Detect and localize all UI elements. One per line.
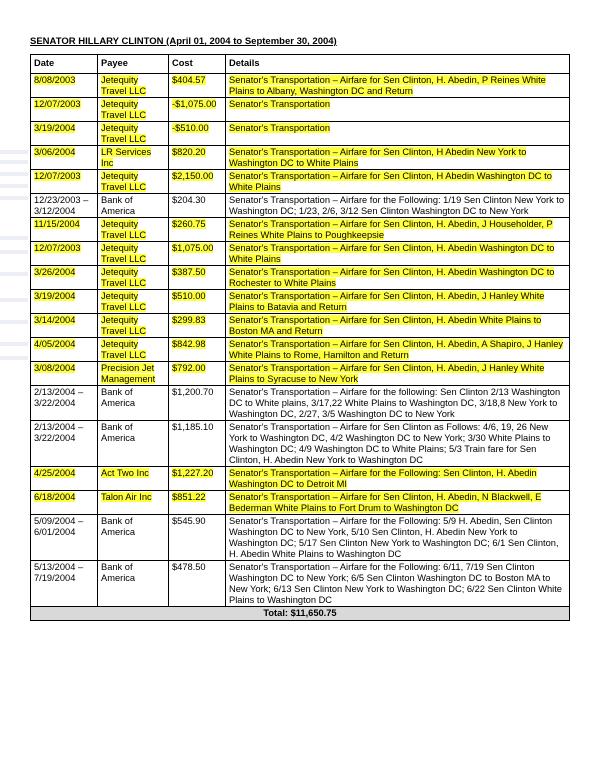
table-row [31, 362, 570, 386]
cell-date [31, 491, 98, 515]
total-value: Total: $11,650.75 [31, 607, 570, 621]
cell-details [226, 561, 570, 607]
cell-payee [98, 242, 169, 266]
cell-payee-text: Talon Air Inc [101, 492, 152, 502]
cell-cost [169, 561, 226, 607]
cell-details [226, 74, 570, 98]
cell-cost-text: $842.98 [172, 339, 206, 349]
cell-cost-text: $260.75 [172, 219, 206, 229]
cell-payee [98, 290, 169, 314]
cell-payee-text: Jetequity Travel LLC [101, 291, 147, 312]
cell-payee [98, 515, 169, 561]
cell-details-text: Senator's Transportation – Airfare for the Following: 1/19 Sen Clinton New York to Washington DC; 1/23, 2/6, 3/12 Sen Clinton Washington DC to New York [229, 195, 565, 216]
cell-details-text: Senator's Transportation – Airfare for Sen Clinton, H. Abedin Washington DC to Rochester to White Plains [229, 267, 555, 288]
cell-payee [98, 362, 169, 386]
cell-cost [169, 338, 226, 362]
cell-date [31, 122, 98, 146]
cell-date [31, 362, 98, 386]
cell-details-text: Senator's Transportation – Airfare for Sen Clinton, H. Abedin White Plains to Boston MA and Return [229, 315, 542, 336]
table-row [31, 338, 570, 362]
cell-details-text: Senator's Transportation [229, 99, 330, 109]
table-row [31, 122, 570, 146]
cell-date-text: 4/25/2004 [34, 468, 76, 478]
cell-date-text: 5/13/2004 – 7/19/2004 [34, 562, 84, 583]
cell-date-text: 3/06/2004 [34, 147, 76, 157]
cell-details [226, 242, 570, 266]
cell-date-text: 3/19/2004 [34, 291, 76, 301]
cell-cost-text: $510.00 [172, 291, 206, 301]
cell-details [226, 266, 570, 290]
cell-date [31, 338, 98, 362]
cell-payee-text: Act Two Inc [101, 468, 149, 478]
table-row [31, 561, 570, 607]
cell-details [226, 122, 570, 146]
cell-date [31, 170, 98, 194]
cell-payee-text: Jetequity Travel LLC [101, 219, 147, 240]
cell-date [31, 74, 98, 98]
cell-payee [98, 491, 169, 515]
cell-details-text: Senator's Transportation – Airfare for the Following: 5/9 H. Abedin, Sen Clinton Washington DC to New York, 5/10 Sen Clinton, H. Abedin New York to Washington DC; 5/17 Sen Clinton New York to Washington DC; 6/1 Sen Clinton, H. Abedin White Plains to Washington DC [229, 516, 559, 559]
cell-cost [169, 491, 226, 515]
cell-cost-text: $792.00 [172, 363, 206, 373]
table-row [31, 467, 570, 491]
cell-date [31, 146, 98, 170]
cell-details-text: Senator's Transportation – Airfare for Sen Clinton, H. Abedin, J Hanley White Plains to Syracuse to New York [229, 363, 545, 384]
cell-details-text: Senator's Transportation – Airfare for the Following: Sen Clinton, H. Abedin Washington DC to Detroit MI [229, 468, 537, 489]
cell-payee-text: Bank of America [101, 516, 136, 537]
cell-cost-text: $1,185.10 [172, 422, 214, 432]
table-row [31, 314, 570, 338]
cell-cost-text: $1,200.70 [172, 387, 214, 397]
cell-details [226, 98, 570, 122]
page-title: SENATOR HILLARY CLINTON (April 01, 2004 to September 30, 2004) [30, 36, 337, 47]
cell-date-text: 11/15/2004 [34, 219, 80, 229]
cell-details [226, 218, 570, 242]
table-body [31, 74, 570, 607]
table-row [31, 515, 570, 561]
cell-details-text: Senator's Transportation – Airfare for Sen Clinton, H Abedin Washington DC to White Plains [229, 171, 552, 192]
cell-payee [98, 421, 169, 467]
table-row [31, 386, 570, 421]
expense-table [30, 54, 570, 621]
cell-date-text: 12/07/2003 [34, 243, 81, 253]
header-cost: Cost [169, 55, 226, 74]
cell-details-text: Senator's Transportation – Airfare for Sen Clinton, H. Abedin, A Shapiro, J Hanley White Plains to Rome, Hamilton and Return [229, 339, 564, 360]
cell-date-text: 8/08/2003 [34, 75, 76, 85]
cell-details [226, 314, 570, 338]
cell-details [226, 386, 570, 421]
cell-cost [169, 74, 226, 98]
cell-date-text: 12/07/2003 [34, 99, 81, 109]
cell-details-text: Senator's Transportation – Airfare for Sen Clinton, H. Abedin, J Householder, P Reines White Plains to Poughkeepsie [229, 219, 553, 240]
cell-payee-text: LR Services Inc [101, 147, 152, 168]
cell-payee [98, 218, 169, 242]
cell-cost-text: $1,227.20 [172, 468, 214, 478]
cell-date [31, 194, 98, 218]
cell-cost [169, 122, 226, 146]
cell-cost [169, 467, 226, 491]
table-row [31, 218, 570, 242]
cell-payee [98, 74, 169, 98]
cell-payee-text: Jetequity Travel LLC [101, 171, 147, 192]
cell-details [226, 491, 570, 515]
cell-details-text: Senator's Transportation – Airfare for Sen Clinton, H. Abedin, J Hanley White Plains to Batavia and Return [229, 291, 545, 312]
cell-payee-text: Jetequity Travel LLC [101, 99, 147, 120]
cell-payee [98, 122, 169, 146]
cell-details [226, 146, 570, 170]
cell-payee-text: Jetequity Travel LLC [101, 267, 147, 288]
cell-date-text: 3/26/2004 [34, 267, 76, 277]
cell-details [226, 338, 570, 362]
cell-payee-text: Jetequity Travel LLC [101, 339, 147, 360]
table-row [31, 170, 570, 194]
cell-details [226, 421, 570, 467]
cell-date-text: 3/08/2004 [34, 363, 76, 373]
cell-date [31, 242, 98, 266]
cell-date [31, 386, 98, 421]
cell-cost-text: $2,150.00 [172, 171, 214, 181]
table-row [31, 242, 570, 266]
cell-cost [169, 146, 226, 170]
table-row [31, 491, 570, 515]
cell-payee-text: Jetequity Travel LLC [101, 243, 147, 264]
cell-payee-text: Bank of America [101, 562, 136, 583]
cell-cost-text: $820.20 [172, 147, 206, 157]
cell-details-text: Senator's Transportation – Airfare for Sen Clinton, H. Abedin, N Blackwell, E Bederman White Plains to Fort Drum to Washington DC [229, 492, 542, 513]
cell-cost-text: $478.50 [172, 562, 206, 572]
cell-payee [98, 266, 169, 290]
cell-date-text: 12/07/2003 [34, 171, 81, 181]
table-row [31, 98, 570, 122]
cell-details-text: Senator's Transportation – Airfare for Sen Clinton, H. Abedin Washington DC to White Plains [229, 243, 555, 264]
cell-cost-text: -$510.00 [172, 123, 209, 133]
cell-cost-text: $204.30 [172, 195, 206, 205]
cell-date [31, 421, 98, 467]
cell-date-text: 2/13/2004 – 3/22/2004 [34, 422, 84, 443]
cell-cost-text: $299.83 [172, 315, 206, 325]
cell-payee [98, 98, 169, 122]
cell-payee [98, 561, 169, 607]
cell-cost [169, 290, 226, 314]
cell-payee-text: Bank of America [101, 422, 136, 443]
cell-date-text: 6/18/2004 [34, 492, 76, 502]
cell-date [31, 218, 98, 242]
cell-cost-text: $851.22 [172, 492, 206, 502]
cell-date-text: 12/23/2003 – 3/12/2004 [34, 195, 89, 216]
cell-payee-text: Bank of America [101, 195, 136, 216]
cell-payee-text: Precision Jet Management [101, 363, 156, 384]
cell-cost-text: $1,075.00 [172, 243, 214, 253]
cell-details [226, 170, 570, 194]
cell-payee-text: Jetequity Travel LLC [101, 315, 147, 336]
cell-date [31, 290, 98, 314]
cell-cost-text: $387.50 [172, 267, 206, 277]
cell-details-text: Senator's Transportation – Airfare for the following: Sen Clinton 2/13 Washington DC to White plains, 3/17,22 White Plains to Washington DC, 3/18,8 New York to Washington DC, 2/27, 3/5 Washington DC to New York [229, 387, 561, 419]
cell-payee [98, 338, 169, 362]
header-details: Details [226, 55, 570, 74]
cell-details [226, 467, 570, 491]
cell-cost-text: $545.90 [172, 516, 206, 526]
cell-cost [169, 194, 226, 218]
cell-payee-text: Bank of America [101, 387, 136, 408]
cell-date-text: 4/05/2004 [34, 339, 76, 349]
cell-date-text: 2/13/2004 – 3/22/2004 [34, 387, 84, 408]
table-row [31, 421, 570, 467]
cell-payee [98, 194, 169, 218]
cell-payee [98, 170, 169, 194]
cell-date [31, 266, 98, 290]
cell-date-text: 3/19/2004 [34, 123, 76, 133]
total-row [31, 607, 570, 621]
cell-details-text: Senator's Transportation – Airfare for Sen Clinton, H Abedin New York to Washington DC to White Plains [229, 147, 527, 168]
cell-cost [169, 242, 226, 266]
cell-date [31, 314, 98, 338]
cell-details [226, 194, 570, 218]
cell-payee [98, 467, 169, 491]
cell-date [31, 98, 98, 122]
cell-cost-text: $404.57 [172, 75, 206, 85]
table-row [31, 146, 570, 170]
cell-cost [169, 362, 226, 386]
cell-cost [169, 98, 226, 122]
table-header-row [31, 55, 570, 74]
cell-cost [169, 266, 226, 290]
cell-payee-text: Jetequity Travel LLC [101, 75, 147, 96]
cell-cost [169, 218, 226, 242]
cell-date-text: 3/14/2004 [34, 315, 76, 325]
cell-cost-text: -$1,075.00 [172, 99, 217, 109]
cell-date-text: 5/09/2004 – 6/01/2004 [34, 516, 84, 537]
cell-cost [169, 386, 226, 421]
cell-cost [169, 314, 226, 338]
cell-details [226, 362, 570, 386]
cell-payee [98, 314, 169, 338]
cell-date [31, 561, 98, 607]
table-row [31, 194, 570, 218]
cell-date [31, 467, 98, 491]
cell-cost [169, 515, 226, 561]
cell-details [226, 290, 570, 314]
cell-date [31, 515, 98, 561]
table-row [31, 290, 570, 314]
table-row [31, 74, 570, 98]
cell-payee [98, 146, 169, 170]
cell-details [226, 515, 570, 561]
table-row [31, 266, 570, 290]
cell-cost [169, 421, 226, 467]
header-date: Date [31, 55, 98, 74]
header-payee: Payee [98, 55, 169, 74]
cell-cost [169, 170, 226, 194]
cell-payee-text: Jetequity Travel LLC [101, 123, 147, 144]
cell-details-text: Senator's Transportation – Airfare for Sen Clinton, H. Abedin, P Reines White Plains to Albany, Washington DC and Return [229, 75, 546, 96]
cell-details-text: Senator's Transportation – Airfare for Sen Clinton as Follows: 4/6, 19, 26 New York to Washington DC, 4/2 Washington DC to New York; 3/30 White Plains to Washington DC; 4/9 Washington DC to White Plains; 5/3 Train fare for Sen Clinton, H. Abedin New York to Washington DC [229, 422, 551, 465]
cell-details-text: Senator's Transportation [229, 123, 330, 133]
cell-payee [98, 386, 169, 421]
cell-details-text: Senator's Transportation – Airfare for the Following: 6/11, 7/19 Sen Clinton Washington DC to New York; 6/5 Sen Clinton Washington DC to Boston MA to New York; 6/13 Sen Clinton New York to Washington DC; 6/22 Sen Clinton White Plains to Washington DC [229, 562, 562, 605]
